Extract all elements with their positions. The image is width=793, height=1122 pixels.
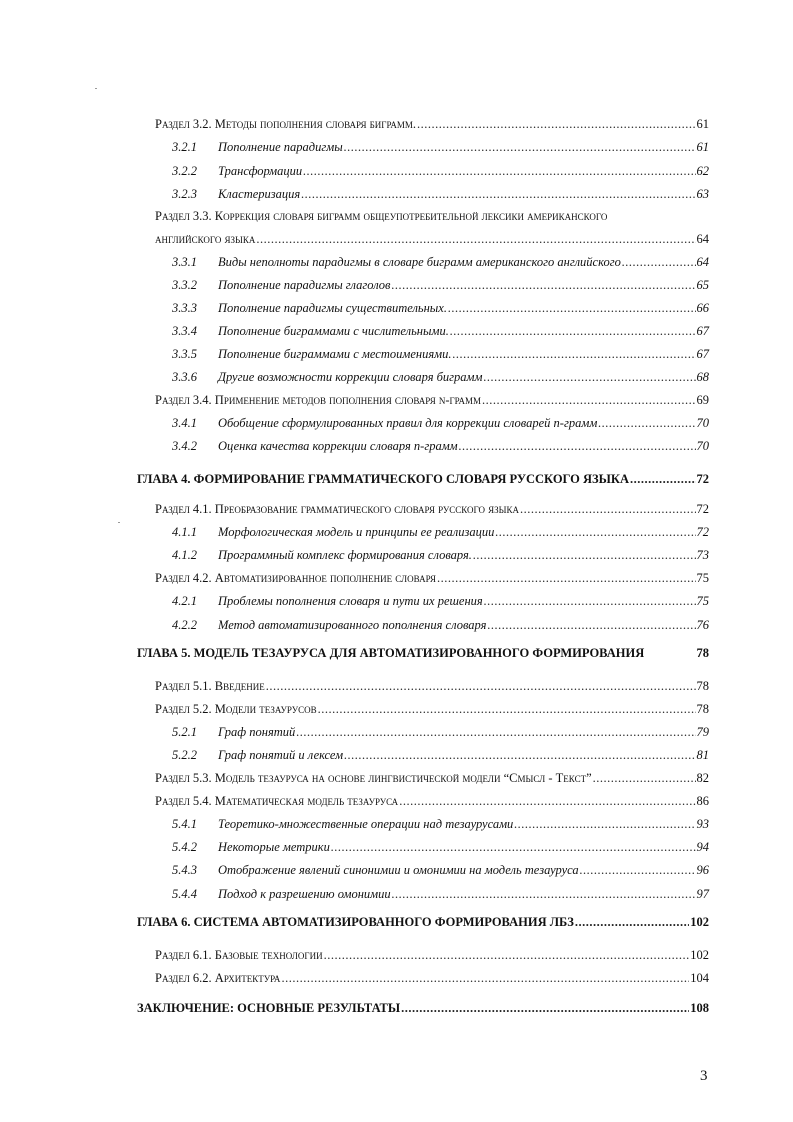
toc-entry-sub[interactable] bbox=[172, 186, 709, 202]
toc-entry-number: 4.2.1 bbox=[172, 594, 197, 608]
toc-entry-page: 81 bbox=[696, 748, 709, 762]
toc-entry-page: 72 bbox=[696, 472, 709, 486]
dot-leader bbox=[399, 793, 695, 809]
toc-entry-title: Теоретико-множественные операции над тезаурусами bbox=[218, 817, 514, 831]
toc-entry-page: 67 bbox=[696, 324, 709, 338]
toc-entry-section[interactable] bbox=[155, 793, 709, 809]
dot-leader bbox=[450, 323, 696, 339]
toc-entry-sub[interactable] bbox=[172, 524, 709, 540]
toc-entry-sub[interactable] bbox=[172, 300, 709, 316]
toc-entry-title: ЗАКЛЮЧЕНИЕ: ОСНОВНЫЕ РЕЗУЛЬТАТЫ bbox=[137, 1001, 401, 1015]
toc-entry-title: Пополнение парадигмы bbox=[218, 140, 343, 154]
toc-entry-number: 5.4.1 bbox=[172, 817, 197, 831]
toc-entry-page: 61 bbox=[696, 140, 709, 154]
toc-entry-section[interactable] bbox=[155, 570, 709, 586]
toc-entry-chapter[interactable] bbox=[137, 471, 709, 487]
toc-entry-number: 4.1.2 bbox=[172, 548, 197, 562]
toc-entry-title: Раздел 3.4. Применение методов пополнения словаря n-грамм bbox=[155, 393, 482, 407]
toc-entry-sub[interactable] bbox=[172, 254, 709, 270]
dot-leader bbox=[580, 862, 696, 878]
toc-entry-section[interactable] bbox=[155, 392, 709, 408]
dot-leader bbox=[495, 524, 695, 540]
toc-entry-sub[interactable] bbox=[172, 747, 709, 763]
toc-entry-page: 70 bbox=[696, 439, 709, 453]
toc-entry-number: 4.1.1 bbox=[172, 525, 197, 539]
toc-entry-page: 64 bbox=[696, 255, 709, 269]
toc-entry-page: 79 bbox=[696, 725, 709, 739]
toc-entry-title: Раздел 6.1. Базовые технологии bbox=[155, 948, 323, 962]
toc-entry-page: 73 bbox=[696, 548, 709, 562]
dot-leader bbox=[448, 300, 696, 316]
toc-entry-title: ГЛАВА 6. СИСТЕМА АВТОМАТИЗИРОВАННОГО ФОРМИРОВАНИЯ ЛБЗ bbox=[137, 915, 574, 929]
toc-entry-title-continued: английского языка bbox=[155, 232, 256, 246]
toc-entry-page: 78 bbox=[696, 679, 709, 693]
toc-entry-number: 3.3.1 bbox=[172, 255, 197, 269]
toc-entry-number: 3.2.3 bbox=[172, 187, 197, 201]
dot-leader bbox=[437, 570, 695, 586]
toc-entry-page: 108 bbox=[690, 1001, 709, 1015]
dot-leader bbox=[593, 770, 696, 786]
toc-entry-chapter[interactable] bbox=[137, 1000, 709, 1016]
toc-entry-sub[interactable] bbox=[172, 323, 709, 339]
toc-entry-title: Граф понятий bbox=[218, 725, 296, 739]
dot-leader bbox=[598, 415, 695, 431]
toc-entry-title: Морфологическая модель и принципы ее реализации bbox=[218, 525, 495, 539]
toc-entry-number: 3.3.6 bbox=[172, 370, 197, 384]
toc-entry-title: Обобщение сформулированных правил для коррекции словарей n-грамм bbox=[218, 416, 598, 430]
toc-entry-title: Раздел 3.2. Методы пополнения словаря биграмм. bbox=[155, 117, 416, 131]
toc-entry-title: Программный комплекс формирования словаря. bbox=[218, 548, 472, 562]
toc-entry-page: 75 bbox=[696, 594, 709, 608]
dot-leader bbox=[417, 116, 696, 132]
toc-entry-sub[interactable] bbox=[172, 438, 709, 454]
toc-entry-section-continued[interactable] bbox=[155, 231, 709, 247]
dot-leader bbox=[281, 970, 689, 986]
toc-entry-page: 72 bbox=[696, 525, 709, 539]
toc-entry-page: 93 bbox=[696, 817, 709, 831]
toc-entry-title: Раздел 5.2. Модели тезаурусов bbox=[155, 702, 317, 716]
toc-entry-title: Оценка качества коррекции словаря n-грамм bbox=[218, 439, 458, 453]
toc-entry-page: 94 bbox=[696, 840, 709, 854]
toc-entry-page: 64 bbox=[696, 232, 709, 246]
toc-entry-section[interactable] bbox=[155, 770, 709, 786]
toc-entry-title: Виды неполноты парадигмы в словаре биграмм американского английского bbox=[218, 255, 621, 269]
dot-leader bbox=[459, 438, 696, 454]
toc-entry-title: Отображение явлений синонимии и омонимии на модель тезауруса bbox=[218, 863, 579, 877]
toc-entry-title: Раздел 5.1. Введение bbox=[155, 679, 265, 693]
dot-leader bbox=[622, 254, 696, 270]
toc-entry-number: 5.4.4 bbox=[172, 887, 197, 901]
dot-leader bbox=[344, 139, 696, 155]
dot-leader bbox=[391, 277, 695, 293]
scan-speck bbox=[95, 88, 97, 89]
dot-leader bbox=[484, 593, 696, 609]
toc-entry-number: 5.2.2 bbox=[172, 748, 197, 762]
toc-entry-page: 102 bbox=[690, 948, 709, 962]
toc-entry-number: 3.4.1 bbox=[172, 416, 197, 430]
toc-entry-page: 86 bbox=[696, 794, 709, 808]
toc-entry-number: 5.4.3 bbox=[172, 863, 197, 877]
toc-entry-sub[interactable] bbox=[172, 369, 709, 385]
toc-entry-page: 66 bbox=[696, 301, 709, 315]
toc-entry-page: 76 bbox=[696, 618, 709, 632]
toc-entry-page: 62 bbox=[696, 164, 709, 178]
toc-entry-title: Кластеризация bbox=[218, 187, 301, 201]
toc-entry-title: Подход к разрешению омонимии bbox=[218, 887, 391, 901]
dot-leader bbox=[344, 747, 695, 763]
toc-entry-title: Пополнение парадигмы существительных. bbox=[218, 301, 447, 315]
toc-entry-number: 3.2.2 bbox=[172, 164, 197, 178]
toc-entry-page: 96 bbox=[696, 863, 709, 877]
toc-entry-page: 72 bbox=[696, 502, 709, 516]
dot-leader bbox=[482, 392, 695, 408]
toc-entry-section[interactable] bbox=[155, 970, 709, 986]
toc-entry-sub[interactable] bbox=[172, 617, 709, 633]
toc-entry-number: 3.3.5 bbox=[172, 347, 197, 361]
dot-leader bbox=[392, 886, 696, 902]
toc-entry-page: 78 bbox=[696, 702, 709, 716]
toc-entry-section[interactable] bbox=[155, 701, 709, 717]
toc-entry-page: 67 bbox=[696, 347, 709, 361]
toc-entry-title: Пополнение парадигмы глаголов bbox=[218, 278, 391, 292]
dot-leader bbox=[256, 231, 695, 247]
toc-entry-sub[interactable] bbox=[172, 862, 709, 878]
toc-entry-title: Пополнение биграммами с числительными. bbox=[218, 324, 449, 338]
toc-entry-section[interactable] bbox=[155, 947, 709, 963]
toc-entry-sub[interactable] bbox=[172, 593, 709, 609]
toc-entry-sub[interactable] bbox=[172, 139, 709, 155]
toc-entry-section[interactable] bbox=[155, 208, 709, 224]
dot-leader bbox=[266, 678, 696, 694]
dot-leader bbox=[453, 346, 696, 362]
toc-entry-number: 3.2.1 bbox=[172, 140, 197, 154]
toc-entry-title: Раздел 3.3. Коррекция словаря биграмм общеупотребительной лексики американского bbox=[155, 209, 608, 223]
toc-entry-sub[interactable] bbox=[172, 547, 709, 563]
dot-leader bbox=[484, 369, 696, 385]
toc-entry-page: 75 bbox=[696, 571, 709, 585]
toc-entry-title: Некоторые метрики bbox=[218, 840, 330, 854]
dot-leader bbox=[318, 701, 696, 717]
toc-entry-sub[interactable] bbox=[172, 886, 709, 902]
toc-entry-page: 63 bbox=[696, 187, 709, 201]
scan-speck bbox=[118, 522, 120, 523]
toc-entry-page: 70 bbox=[696, 416, 709, 430]
toc-entry-title: Проблемы пополнения словаря и пути их решения bbox=[218, 594, 483, 608]
toc-entry-title: Пополнение биграммами с местоимениями. bbox=[218, 347, 452, 361]
dot-leader bbox=[514, 816, 695, 832]
toc-entry-chapter[interactable] bbox=[137, 914, 709, 930]
toc-entry-number: 3.4.2 bbox=[172, 439, 197, 453]
toc-entry-number: 3.3.3 bbox=[172, 301, 197, 315]
toc-entry-number: 3.3.4 bbox=[172, 324, 197, 338]
toc-entry-page: 102 bbox=[690, 915, 709, 929]
dot-leader bbox=[487, 617, 695, 633]
toc-entry-title: Раздел 4.2. Автоматизированное пополнение словаря bbox=[155, 571, 437, 585]
toc-entry-sub[interactable] bbox=[172, 415, 709, 431]
toc-entry-page: 78 bbox=[696, 646, 709, 660]
toc-entry-page: 61 bbox=[696, 117, 709, 131]
toc-entry-title: Раздел 6.2. Архитектура bbox=[155, 971, 281, 985]
toc-entry-sub[interactable] bbox=[172, 277, 709, 293]
dot-leader bbox=[331, 839, 696, 855]
toc-entry-page: 69 bbox=[696, 393, 709, 407]
dot-leader bbox=[301, 186, 695, 202]
toc-entry-section[interactable] bbox=[155, 678, 709, 694]
dot-leader bbox=[324, 947, 690, 963]
toc-entry-page: 97 bbox=[696, 887, 709, 901]
toc-entry-sub[interactable] bbox=[172, 724, 709, 740]
toc-entry-title: Раздел 5.4. Математическая модель тезауруса bbox=[155, 794, 399, 808]
toc-entry-page: 104 bbox=[690, 971, 709, 985]
toc-entry-sub[interactable] bbox=[172, 346, 709, 362]
toc-entry-title: Раздел 4.1. Преобразование грамматического словаря русского языка bbox=[155, 502, 519, 516]
toc-entry-section[interactable] bbox=[155, 116, 709, 132]
dot-leader bbox=[630, 471, 695, 487]
toc-entry-title: Другие возможности коррекции словаря биграмм bbox=[218, 370, 483, 384]
toc-entry-section[interactable] bbox=[155, 501, 709, 517]
toc-entry-chapter[interactable] bbox=[137, 645, 709, 661]
toc-entry-number: 5.4.2 bbox=[172, 840, 197, 854]
page-number: 3 bbox=[700, 1068, 708, 1084]
toc-entry-title: ГЛАВА 4. ФОРМИРОВАНИЕ ГРАММАТИЧЕСКОГО СЛОВАРЯ РУССКОГО ЯЗЫКА bbox=[137, 472, 630, 486]
toc-entry-title: ГЛАВА 5. МОДЕЛЬ ТЕЗАУРУСА ДЛЯ АВТОМАТИЗИРОВАННОГО ФОРМИРОВАНИЯ bbox=[137, 646, 645, 660]
toc-entry-number: 3.3.2 bbox=[172, 278, 197, 292]
toc-entry-page: 68 bbox=[696, 370, 709, 384]
dot-leader bbox=[520, 501, 696, 517]
toc-entry-sub[interactable] bbox=[172, 816, 709, 832]
dot-leader bbox=[303, 163, 695, 179]
dot-leader bbox=[575, 914, 689, 930]
toc-entry-number: 5.2.1 bbox=[172, 725, 197, 739]
dot-leader bbox=[401, 1000, 689, 1016]
toc-entry-title: Граф понятий и лексем bbox=[218, 748, 344, 762]
toc-entry-title: Метод автоматизированного пополнения словаря bbox=[218, 618, 487, 632]
toc-entry-title: Трансформации bbox=[218, 164, 303, 178]
dot-leader bbox=[473, 547, 696, 563]
toc-entry-page: 82 bbox=[696, 771, 709, 785]
toc-entry-number: 4.2.2 bbox=[172, 618, 197, 632]
dot-leader bbox=[296, 724, 695, 740]
toc-entry-sub[interactable] bbox=[172, 163, 709, 179]
toc-entry-page: 65 bbox=[696, 278, 709, 292]
toc-entry-sub[interactable] bbox=[172, 839, 709, 855]
toc-entry-title: Раздел 5.3. Модель тезауруса на основе лингвистической модели “Смысл - Текст” bbox=[155, 771, 592, 785]
